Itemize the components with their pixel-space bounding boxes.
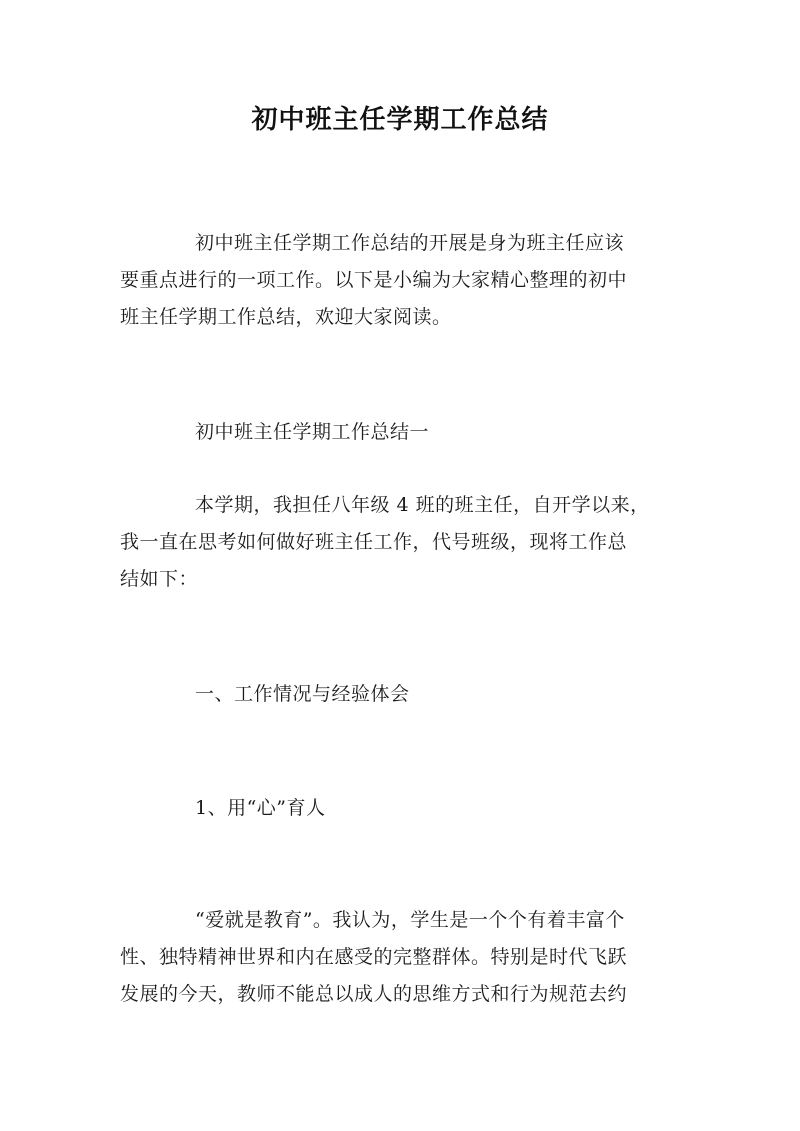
- paragraph2-line-3: 发展的今天，教师不能总以成人的思维方式和行为规范去约: [120, 983, 628, 1005]
- paragraph2-line-1: “爱就是教育”。我认为，学生是一个个有着丰富个: [195, 909, 625, 931]
- document-title: 初中班主任学期工作总结: [251, 105, 549, 135]
- paragraph1-line-3: 结如下：: [120, 568, 199, 590]
- subheading-heart-education: 1、用“心”育人: [195, 797, 326, 819]
- intro-line-3: 班主任学期工作总结，欢迎大家阅读。: [120, 306, 452, 328]
- section-heading: 初中班主任学期工作总结一: [195, 421, 430, 443]
- paragraph2-line-2: 性、独特精神世界和内在感受的完整群体。特别是时代飞跃: [120, 946, 628, 968]
- intro-line-1: 初中班主任学期工作总结的开展是身为班主任应该: [195, 232, 625, 254]
- intro-line-2: 要重点进行的一项工作。以下是小编为大家精心整理的初中: [120, 269, 628, 291]
- subheading-work-experience: 一、工作情况与经验体会: [195, 683, 410, 705]
- paragraph1-line-2: 我一直在思考如何做好班主任工作，代号班级，现将工作总: [120, 531, 628, 553]
- paragraph1-line-1: 本学期，我担任八年级 4 班的班主任，自开学以来，: [195, 494, 650, 516]
